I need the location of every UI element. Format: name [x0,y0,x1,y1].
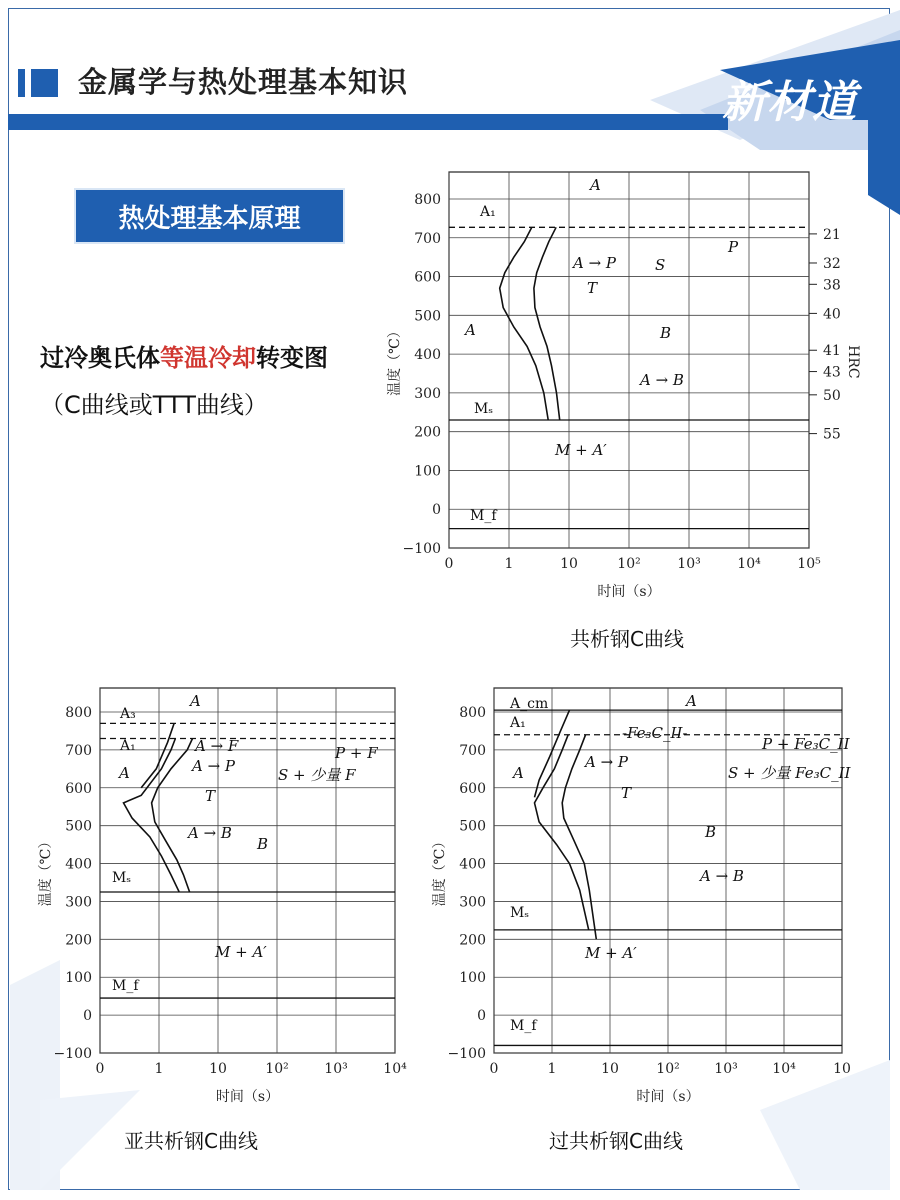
x-axis-title: 时间（s） [215,1089,280,1105]
hrc-tick-label: 50 [823,387,841,404]
y-tick-label: 0 [477,1008,486,1025]
region-label: P + F [335,744,378,762]
region-label: S + 少量 Fe₃C_II [728,764,851,782]
y-axis-title: 温度（℃） [38,834,54,907]
y-tick-label: 300 [414,385,441,402]
x-tick-label: 0 [95,1061,105,1077]
hrc-tick-label: 41 [823,343,841,360]
region-label: A [513,764,524,782]
region-label: S + 少量 F [278,766,356,784]
level-label: M_f [470,508,497,524]
y-tick-label: 100 [414,463,441,480]
region-label: A [119,764,130,782]
y-tick-label: −100 [447,1046,486,1062]
y-tick-label: 500 [65,818,92,835]
x-tick-label: 10² [656,1061,680,1077]
region-label: M + A′ [585,944,637,962]
curve-start [500,227,549,420]
y-tick-label: 700 [459,742,486,759]
region-label: A [590,176,601,194]
x-tick-label: 10³ [677,556,701,572]
brand-logo: 新材道 [722,77,857,128]
y-tick-label: 700 [414,230,441,247]
region-label: M + A′ [555,441,607,459]
region-label: A → B [640,371,684,389]
level-label: A₁ [480,204,496,220]
y-tick-label: 600 [414,269,441,286]
hrc-tick-label: 32 [823,255,841,272]
x-tick-label: 10² [617,556,641,572]
y-tick-label: 600 [65,780,92,797]
level-label: A_cm [510,696,549,712]
region-label: S [655,256,666,274]
y-tick-label: −100 [53,1046,92,1062]
y-tick-label: 200 [65,932,92,949]
y-tick-label: 700 [65,742,92,759]
x-tick-label: 1 [504,556,514,572]
y-tick-label: 300 [459,894,486,911]
hrc-tick-label: 21 [823,226,841,243]
level-label: A₁ [510,715,526,731]
region-label: A → P [192,757,236,775]
x-tick-label: 10⁴ [772,1061,796,1077]
y-tick-label: 500 [459,818,486,835]
x-tick-label: 10 [601,1061,619,1077]
x-tick-label: 0 [489,1061,499,1077]
x-tick-label: 1 [547,1061,557,1077]
x-axis-title: 时间（s） [636,1089,700,1105]
y-tick-label: 400 [459,856,486,873]
region-label: B [660,324,672,342]
y-axis-title: 温度（℃） [387,324,403,396]
curve-start [535,735,589,930]
caption-hypoeutectoid: 亚共析钢C曲线 [124,1129,258,1153]
curve-finish [534,227,560,420]
x-tick-label: 0 [444,556,454,572]
hrc-tick-label: 38 [823,277,841,294]
y-tick-label: 100 [459,970,486,987]
hrc-tick-label: 43 [823,364,841,381]
topic-part2: 转变图 [256,344,328,372]
caption-hypereutectoid: 过共析钢C曲线 [549,1129,683,1153]
region-label: P [728,238,739,256]
region-label: T [621,784,632,802]
level-label: Mₛ [112,870,132,886]
region-label: T [587,279,598,297]
section-label: 热处理基本原理 [118,203,301,234]
region-label: A [686,692,697,710]
region-label: A → P [573,254,617,272]
region-label: A → B [700,867,744,885]
curve-ferrite_start [141,723,174,787]
y-tick-label: 400 [414,347,441,364]
region-label: A → B [188,824,232,842]
region-label: A [190,692,201,710]
region-label: P + Fe₃C_II [762,735,850,753]
x-tick-label: 10⁵ [797,556,821,572]
curve-finish [152,739,193,893]
x-tick-label: 10² [265,1061,289,1077]
topic-part1: 过冷奥氏体 [40,344,160,372]
level-label: M_f [112,978,139,994]
page-title: 金属学与热处理基本知识 [78,65,409,99]
hrc-tick-label: 40 [823,306,841,323]
region-label: A [465,321,476,339]
level-label: Mₛ [474,401,494,417]
y-tick-label: 400 [65,856,92,873]
level-label: A₁ [120,738,136,754]
region-label: B [257,835,269,853]
y-tick-label: 600 [459,780,486,797]
x-tick-label: 10⁴ [383,1061,407,1077]
x-tick-label: 10 [209,1061,227,1077]
region-label: T [205,787,216,805]
x-tick-label: 10 [833,1061,851,1077]
x-tick-label: 10 [560,556,578,572]
y-tick-label: 0 [432,502,441,519]
y-tick-label: 800 [459,705,486,721]
y-tick-label: 300 [65,894,92,911]
y-tick-label: 800 [65,705,92,721]
level-label: Mₛ [510,905,530,921]
caption-eutectoid: 共析钢C曲线 [570,627,684,651]
y-tick-label: 800 [414,192,441,208]
level-label: M_f [510,1018,537,1034]
hrc-tick-label: 55 [823,426,841,443]
topic-highlight: 等温冷却 [160,344,256,372]
y-tick-label: 100 [65,970,92,987]
region-label: B [705,823,717,841]
y-tick-label: 200 [459,932,486,949]
x-axis-title: 时间（s） [597,584,661,600]
y-tick-label: −100 [402,541,441,557]
x-tick-label: 10³ [714,1061,738,1077]
hrc-axis-title: HRC [845,345,861,379]
y-axis-title: 温度（℃） [432,834,448,907]
y-tick-label: 500 [414,308,441,325]
x-tick-label: 10³ [324,1061,348,1077]
y-tick-label: 200 [414,424,441,441]
region-label: A → P [585,753,629,771]
x-tick-label: 10⁴ [737,556,761,572]
y-tick-label: 0 [83,1008,92,1025]
region-label: -Fe₃C_II- [622,724,688,742]
curve-start [124,739,180,893]
topic-subtitle: （C曲线或TTT曲线） [40,391,268,419]
level-label: A₃ [120,706,136,722]
x-tick-label: 1 [154,1061,164,1077]
region-label: A → F [195,737,239,755]
region-label: M + A′ [215,943,267,961]
